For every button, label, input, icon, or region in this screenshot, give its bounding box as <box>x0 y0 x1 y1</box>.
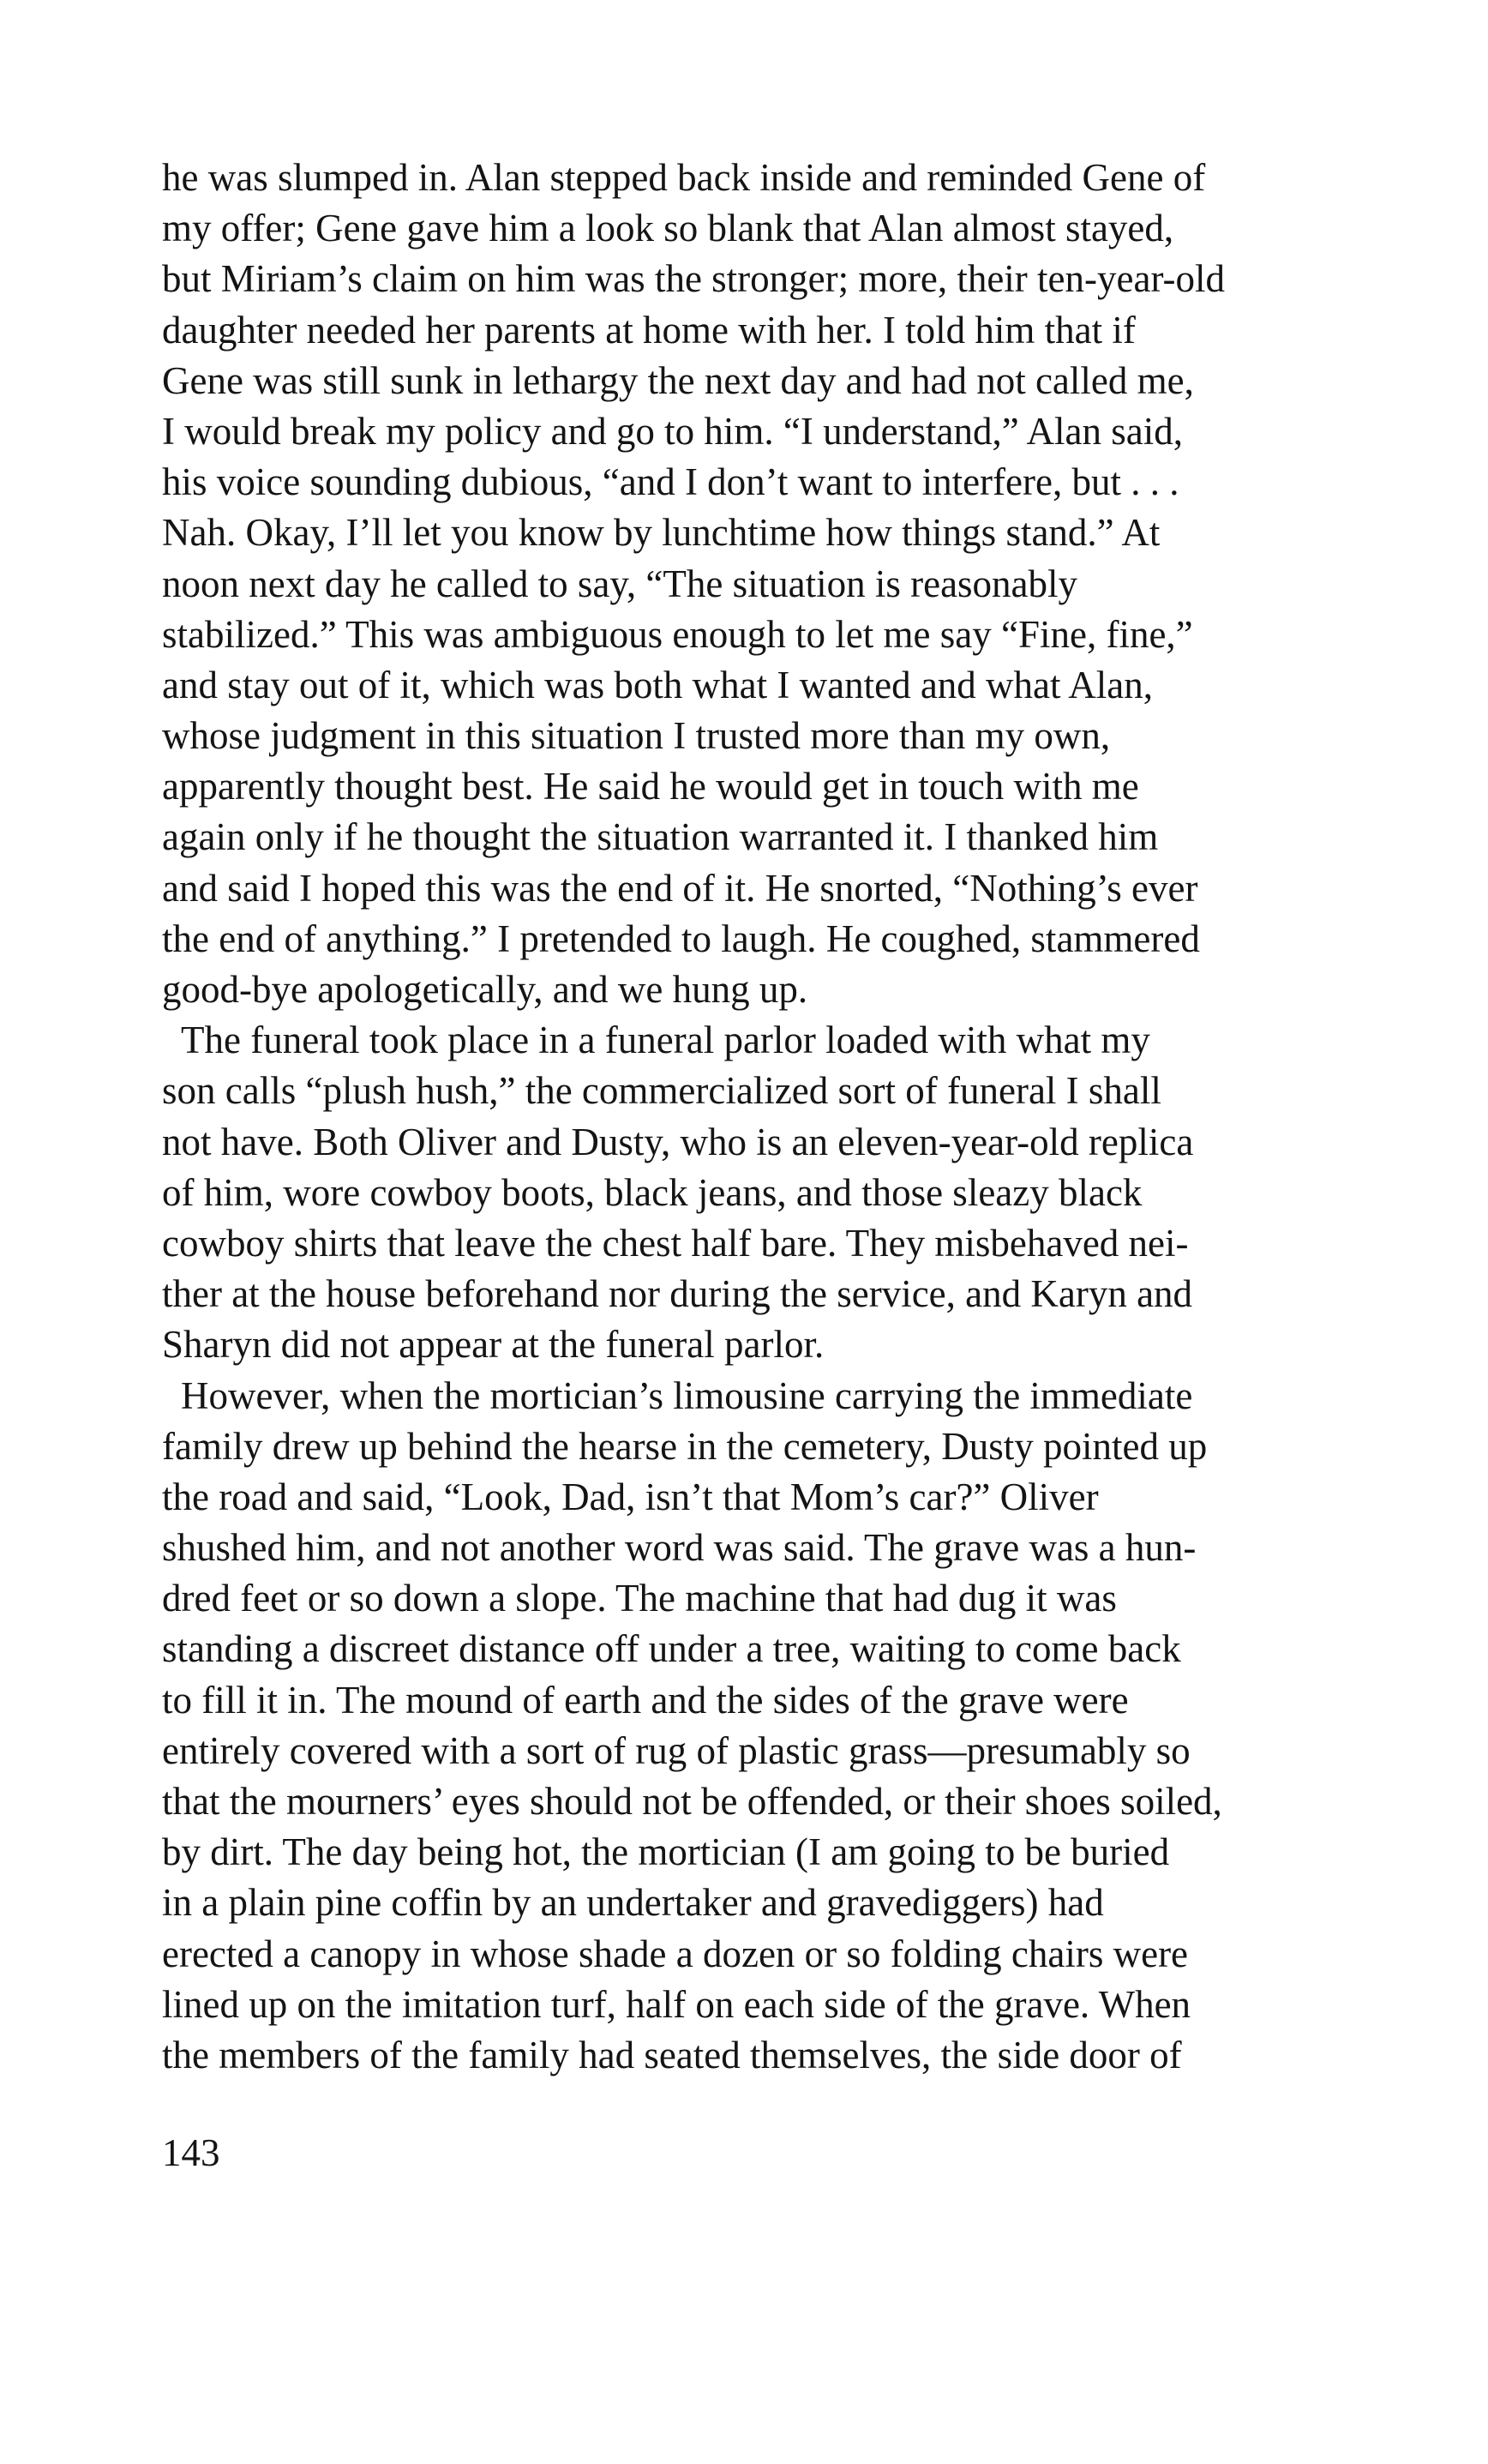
text-line: the members of the family had seated themselves, the side door of <box>162 2033 1182 2076</box>
text-line: ther at the house beforehand nor during the service, and Karyn and <box>162 1272 1193 1316</box>
text-line: Nah. Okay, I’ll let you know by lunchtime how things stand.” At <box>162 511 1161 555</box>
text-line: but Miriam’s claim on him was the stronger; more, their ten-year-old <box>162 257 1226 301</box>
text-line: in a plain pine coffin by an undertaker and gravediggers) had <box>162 1881 1104 1925</box>
text-line: my offer; Gene gave him a look so blank that Alan almost stayed, <box>162 207 1174 250</box>
text-line: whose judgment in this situation I trusted more than my own, <box>162 714 1111 758</box>
text-line: he was slumped in. Alan stepped back inside and reminded Gene of <box>162 156 1206 199</box>
text-line: that the mourners’ eyes should not be offended, or their shoes soiled, <box>162 1780 1222 1823</box>
text-line: son calls “plush hush,” the commercialized sort of funeral I shall <box>162 1069 1161 1113</box>
text-line: apparently thought best. He said he would get in touch with me <box>162 765 1139 808</box>
body-text <box>162 153 1319 2081</box>
text-line: noon next day he called to say, “The situation is reasonably <box>162 562 1078 605</box>
text-line: I would break my policy and go to him. “I understand,” Alan said, <box>162 409 1183 453</box>
text-line: to fill it in. The mound of earth and the sides of the grave were <box>162 1678 1129 1722</box>
text-line: standing a discreet distance off under a tree, waiting to come back <box>162 1627 1181 1671</box>
text-line: lined up on the imitation turf, half on each side of the grave. When <box>162 1982 1191 2026</box>
text-line: and stay out of it, which was both what I wanted and what Alan, <box>162 663 1154 706</box>
text-line: entirely covered with a sort of rug of plastic grass—presumably so <box>162 1728 1191 1772</box>
text-line: Gene was still sunk in lethargy the next day and had not called me, <box>162 358 1194 402</box>
text-line: Sharyn did not appear at the funeral parlor. <box>162 1323 825 1367</box>
page-number: 143 <box>162 2131 220 2174</box>
text-line: by dirt. The day being hot, the mortician (I am going to be buried <box>162 1830 1170 1874</box>
text-line: cowboy shirts that leave the chest half bare. They misbehaved nei- <box>162 1221 1189 1265</box>
text-line: erected a canopy in whose shade a dozen or so folding chairs were <box>162 1932 1189 1975</box>
text-line: dred feet or so down a slope. The machine that had dug it was <box>162 1577 1117 1620</box>
text-line: again only if he thought the situation warranted it. I thanked him <box>162 815 1159 859</box>
text-line: of him, wore cowboy boots, black jeans, and those sleazy black <box>162 1170 1143 1214</box>
text-line: family drew up behind the hearse in the cemetery, Dusty pointed up <box>162 1424 1208 1468</box>
text-line: good-bye apologetically, and we hung up. <box>162 968 808 1011</box>
text-line: shushed him, and not another word was said. The grave was a hun- <box>162 1526 1197 1570</box>
paragraph-start-line: The funeral took place in a funeral parlor loaded with what my <box>181 1019 1150 1062</box>
text-line: daughter needed her parents at home with her. I told him that if <box>162 308 1136 352</box>
paragraph-start-line: However, when the mortician’s limousine carrying the immediate <box>181 1373 1193 1417</box>
text-line: and said I hoped this was the end of it. He snorted, “Nothing’s ever <box>162 866 1198 910</box>
text-line: not have. Both Oliver and Dusty, who is an eleven-year-old replica <box>162 1120 1194 1163</box>
text-line: stabilized.” This was ambiguous enough to let me say “Fine, fine,” <box>162 612 1193 656</box>
text-line: the end of anything.” I pretended to laugh. He coughed, stammered <box>162 916 1200 960</box>
text-line: his voice sounding dubious, “and I don’t want to interfere, but . . . <box>162 460 1179 504</box>
text-line: the road and said, “Look, Dad, isn’t that Mom’s car?” Oliver <box>162 1475 1099 1518</box>
